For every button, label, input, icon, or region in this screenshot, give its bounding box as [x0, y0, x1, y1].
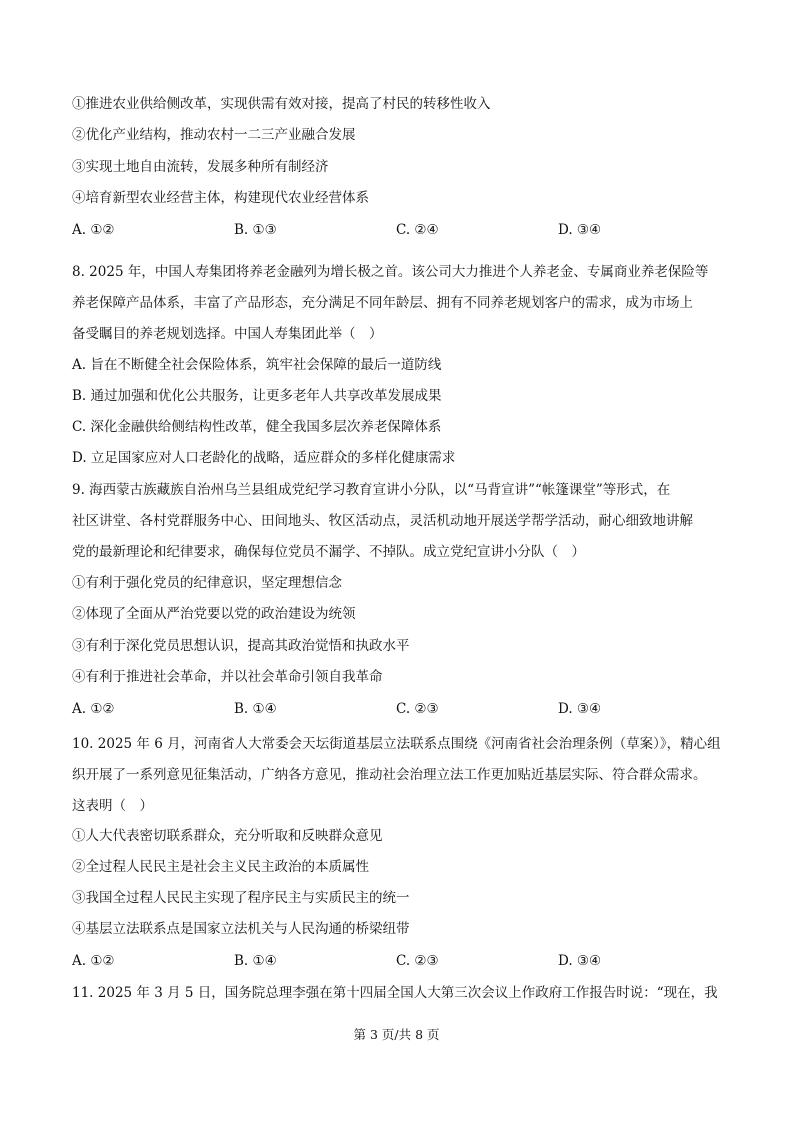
q10-stem-line-3: 这表明（ ） — [72, 798, 153, 814]
q11-stem-line-1: 11. 2025 年 3 月 5 日，国务院总理李强在第十四届全国人大第三次会议上作政府工作报告时说：“现在，我 — [72, 985, 718, 1001]
q10-statement-4: ④基层立法联系点是国家立法机关与人民沟通的桥梁纽带 — [72, 921, 410, 937]
q8-option-b: B. 通过加强和优化公共服务，让更多老年人共享改革发展成果 — [72, 388, 442, 404]
q10-option-d: D. ③④ — [558, 953, 602, 969]
q9-options — [72, 700, 722, 718]
q10-statement-2: ②全过程人民民主是社会主义民主政治的本质属性 — [72, 859, 369, 875]
q10-stem-line-2: 织开展了一系列意见征集活动，广纳各方意见，推动社会治理立法工作更加贴近基层实际、符合群众需求。 — [72, 767, 707, 783]
q7-option-b: B. ①③ — [234, 222, 277, 238]
q7-statement-4: ④培育新型农业经营主体，构建现代农业经营体系 — [72, 190, 369, 206]
q7-option-c: C. ②④ — [396, 222, 439, 238]
q9-option-a: A. ①② — [72, 701, 115, 717]
q10-statement-3: ③我国全过程人民民主实现了程序民主与实质民主的统一 — [72, 890, 410, 906]
q9-statement-2: ②体现了全面从严治党要以党的政治建设为统领 — [72, 606, 356, 622]
q9-option-c: C. ②③ — [396, 701, 439, 717]
page-number-footer: 第 3 页/共 8 页 — [353, 1027, 440, 1042]
q9-stem-line-1: 9. 海西蒙古族藏族自治州乌兰县组成党纪学习教育宣讲小分队，以“马背宣讲”“帐篷课堂”等形式，在 — [72, 482, 671, 498]
q10-option-c: C. ②③ — [396, 953, 439, 969]
q7-statement-1: ①推进农业供给侧改革，实现供需有效对接，提高了村民的转移性收入 — [72, 96, 491, 112]
q9-statement-1: ①有利于强化党员的纪律意识，坚定理想信念 — [72, 575, 342, 591]
q10-option-b: B. ①④ — [234, 953, 277, 969]
q9-statement-4: ④有利于推进社会革命，并以社会革命引领自我革命 — [72, 669, 383, 685]
q7-statement-2: ②优化产业结构，推动农村一二三产业融合发展 — [72, 127, 356, 143]
q8-stem-line-2: 养老保障产品体系，丰富了产品形态，充分满足不同年龄层、拥有不同养老规划客户的需求，成为市场上 — [72, 295, 693, 311]
q8-option-a: A. 旨在不断健全社会保险体系，筑牢社会保障的最后一道防线 — [72, 357, 442, 373]
q10-statement-1: ①人大代表密切联系群众，充分听取和反映群众意见 — [72, 828, 383, 844]
q8-option-d: D. 立足国家应对人口老龄化的战略，适应群众的多样化健康需求 — [72, 450, 456, 466]
q9-option-b: B. ①④ — [234, 701, 277, 717]
q7-options — [72, 221, 722, 239]
q7-statement-3: ③实现土地自由流转，发展多种所有制经济 — [72, 159, 329, 175]
q9-option-d: D. ③④ — [558, 701, 602, 717]
q8-stem-line-3: 备受瞩目的养老规划选择。中国人寿集团此举（ ） — [72, 326, 383, 342]
q7-option-d: D. ③④ — [558, 222, 602, 238]
q10-option-a: A. ①② — [72, 953, 115, 969]
q8-stem-line-1: 8. 2025 年，中国人寿集团将养老金融列为增长极之首。该公司大力推进个人养老金、专属商业养老保险等 — [72, 264, 709, 280]
q9-stem-line-2: 社区讲堂、各村党群服务中心、田间地头、牧区活动点，灵活机动地开展送学帮学活动，耐心细致地讲解 — [72, 513, 693, 529]
q7-option-a: A. ①② — [72, 222, 115, 238]
q10-stem-line-1: 10. 2025 年 6 月，河南省人大常委会天坛街道基层立法联系点围绕《河南省社会治理条例（草案）》，精心组 — [72, 736, 721, 752]
q9-stem-line-3: 党的最新理论和纪律要求，确保每位党员不漏学、不掉队。成立党纪宣讲小分队（ ） — [72, 544, 585, 560]
q8-option-c: C. 深化金融供给侧结构性改革，健全我国多层次养老保障体系 — [72, 419, 442, 435]
q10-options — [72, 952, 722, 970]
q9-statement-3: ③有利于深化党员思想认识，提高其政治觉悟和执政水平 — [72, 638, 410, 654]
